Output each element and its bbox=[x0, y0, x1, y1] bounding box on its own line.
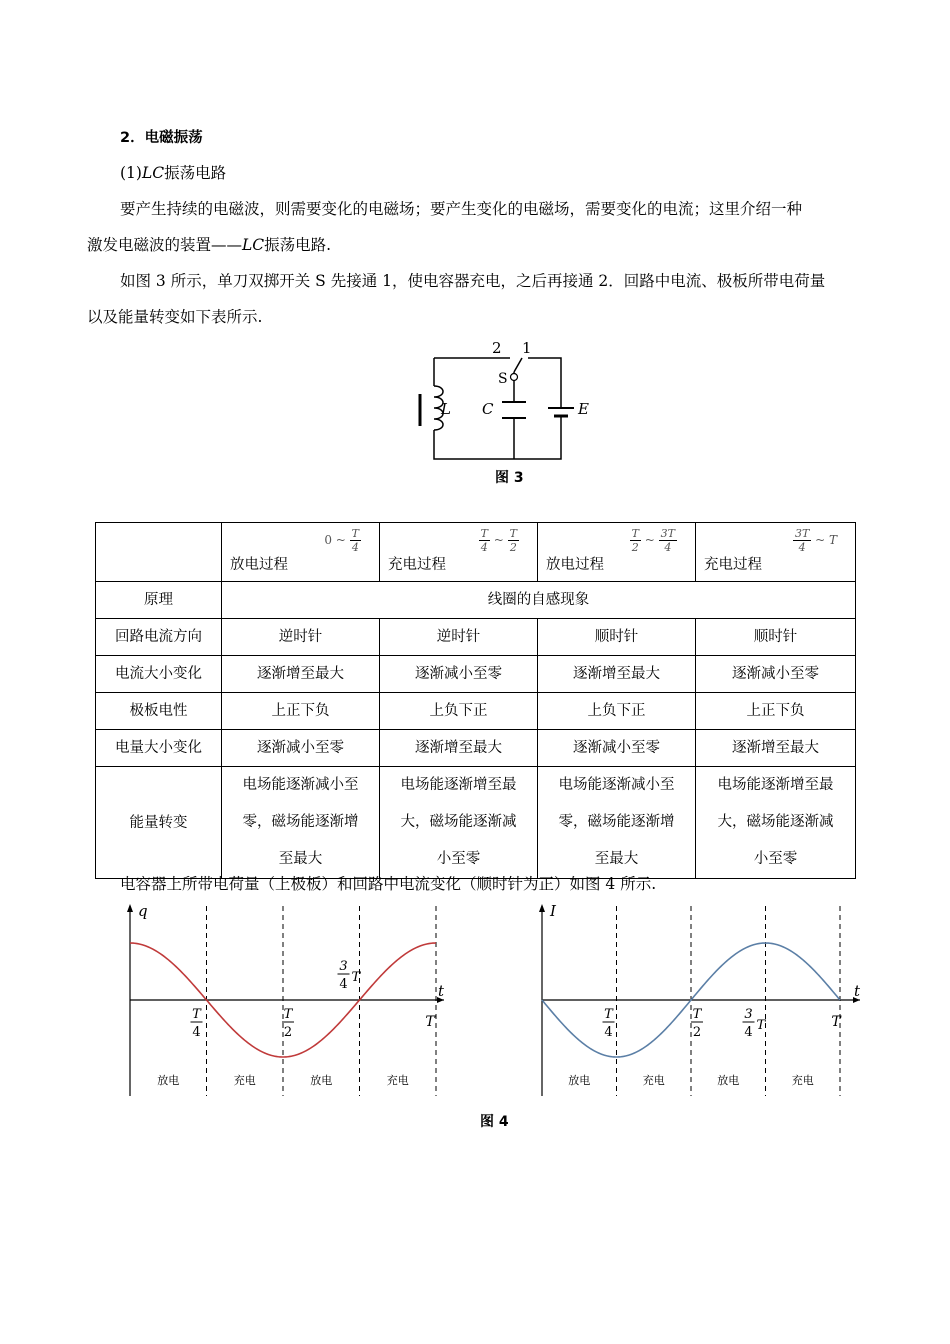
period-label: 放电过程 bbox=[546, 557, 604, 573]
subsection-title bbox=[120, 163, 226, 183]
table-row bbox=[96, 767, 856, 879]
subsection-lc: LC bbox=[141, 164, 165, 182]
para1-line2-pre: 激发电磁波的装置—— bbox=[87, 236, 243, 254]
subsection-text: 振荡电路 bbox=[164, 164, 227, 182]
tick-label-1-num: T bbox=[192, 1007, 201, 1022]
period-range: $\frac{T}{4}$ ~ $\frac{T}{2}$ bbox=[480, 527, 517, 554]
period-range: $\frac{T}{2}$ ~ $\frac{3T}{4}$ bbox=[631, 527, 675, 554]
para2-line1: 如图 3 所示，单刀双掷开关 S 先接通 1，使电容器充电，之后再接通 2．回路中电流、极板所带电荷量 bbox=[120, 272, 826, 290]
region-label-1: 放电 bbox=[157, 1074, 180, 1087]
cell-line: 零，磁场能逐渐增 bbox=[242, 814, 359, 830]
table-cell: 逐渐增至最大 bbox=[380, 730, 538, 767]
table-cell: 逐渐减小至零 bbox=[696, 656, 856, 693]
table-header-row bbox=[96, 523, 856, 582]
table-cell: 逐渐增至最大 bbox=[222, 656, 380, 693]
table-cell bbox=[380, 767, 538, 879]
table-cell: 逆时针 bbox=[222, 619, 380, 656]
table-cell bbox=[538, 767, 696, 879]
header-cell-period-2 bbox=[380, 523, 538, 582]
cell-line: 电场能逐渐增至最 bbox=[400, 777, 517, 793]
para2-line2: 以及能量转变如下表所示. bbox=[87, 308, 263, 326]
table-cell: 逐渐减小至零 bbox=[538, 730, 696, 767]
region-label-3: 放电 bbox=[717, 1074, 740, 1087]
header-cell-period-4 bbox=[696, 523, 856, 582]
period-label: 放电过程 bbox=[230, 557, 288, 573]
tick-label-3-t: T bbox=[351, 970, 361, 985]
table-cell: 逆时针 bbox=[380, 619, 538, 656]
label-1: 1 bbox=[522, 339, 532, 357]
current-chart bbox=[530, 898, 865, 1100]
para3: 电容器上所带电荷量（上极板）和回路中电流变化（顺时针为正）如图 4 所示. bbox=[120, 875, 657, 893]
oscillation-table bbox=[95, 522, 856, 879]
region-label-2: 充电 bbox=[642, 1074, 665, 1087]
period-label: 充电过程 bbox=[388, 557, 446, 573]
x-axis-label: t bbox=[854, 982, 861, 1000]
table-row bbox=[96, 730, 856, 767]
cell-line: 至最大 bbox=[594, 851, 639, 867]
switch-blade bbox=[514, 358, 522, 372]
tick-label-4: T bbox=[831, 1014, 841, 1030]
cell-line: 大，磁场能逐渐减 bbox=[400, 814, 517, 830]
row-label: 电量大小变化 bbox=[96, 730, 222, 767]
tick-label-1-den: 4 bbox=[604, 1025, 613, 1040]
tick-label-1-num: T bbox=[604, 1007, 613, 1022]
section-heading: 2．电磁振荡 bbox=[120, 130, 203, 146]
table-cell: 逐渐减小至零 bbox=[380, 656, 538, 693]
y-axis-arrow bbox=[127, 904, 133, 912]
row-label: 极板电性 bbox=[96, 693, 222, 730]
table-cell bbox=[696, 767, 856, 879]
table-row bbox=[96, 582, 856, 619]
y-axis-label: q bbox=[138, 902, 148, 920]
wire-bottom bbox=[434, 416, 561, 459]
table-cell: 上正下负 bbox=[222, 693, 380, 730]
lc-circuit-diagram bbox=[410, 336, 610, 464]
cell-line: 小至零 bbox=[436, 851, 481, 867]
cell-line: 电场能逐渐减小至 bbox=[242, 777, 359, 793]
charge-chart bbox=[118, 898, 448, 1100]
table-row bbox=[96, 619, 856, 656]
period-range: $\frac{3T}{4}$ ~ T bbox=[794, 527, 837, 554]
tick-label-1-den: 4 bbox=[192, 1025, 201, 1040]
figure4-caption: 图 4 bbox=[480, 1114, 509, 1130]
label-l: L bbox=[441, 400, 451, 418]
label-s: S bbox=[498, 371, 508, 387]
tick-label-3-den: 4 bbox=[744, 1025, 753, 1040]
wire-right bbox=[528, 358, 561, 408]
cell-line: 大，磁场能逐渐减 bbox=[717, 814, 834, 830]
cell-line: 零，磁场能逐渐增 bbox=[558, 814, 675, 830]
table-cell: 上负下正 bbox=[538, 693, 696, 730]
tick-label-2-den: 2 bbox=[283, 1025, 293, 1040]
label-2: 2 bbox=[492, 339, 502, 357]
tick-label-2-den: 2 bbox=[692, 1025, 702, 1040]
tick-label-4: T bbox=[425, 1014, 435, 1030]
y-axis-label: I bbox=[550, 902, 556, 920]
tick-label-3-num: 3 bbox=[744, 1007, 753, 1022]
cell-line: 电场能逐渐减小至 bbox=[558, 777, 675, 793]
region-label-1: 放电 bbox=[568, 1074, 591, 1087]
region-label-4: 充电 bbox=[791, 1074, 814, 1087]
label-e: E bbox=[578, 400, 589, 418]
region-label-3: 放电 bbox=[310, 1074, 333, 1087]
period-label: 充电过程 bbox=[704, 557, 762, 573]
table-cell: 顺时针 bbox=[538, 619, 696, 656]
header-cell-period-1 bbox=[222, 523, 380, 582]
x-axis-label: t bbox=[438, 982, 445, 1000]
para1-line2-post: 振荡电路. bbox=[264, 236, 332, 254]
tick-label-2-num: T bbox=[283, 1007, 293, 1022]
table-cell: 逐渐减小至零 bbox=[222, 730, 380, 767]
table-row bbox=[96, 693, 856, 730]
label-c: C bbox=[482, 400, 494, 418]
region-label-4: 充电 bbox=[386, 1074, 409, 1087]
row-label: 回路电流方向 bbox=[96, 619, 222, 656]
subsection-prefix: (1) bbox=[120, 164, 142, 182]
tick-label-3-den: 4 bbox=[339, 977, 348, 992]
period-range: 0 ~ $\frac{T}{4}$ bbox=[324, 527, 359, 554]
y-axis-arrow bbox=[539, 904, 545, 912]
para1-line1: 要产生持续的电磁波，则需要变化的电磁场；要产生变化的电磁场，需要变化的电流；这里介绍一种 bbox=[120, 200, 803, 218]
para1-line2 bbox=[87, 235, 331, 255]
cell-line: 至最大 bbox=[278, 851, 323, 867]
table-cell: 上负下正 bbox=[380, 693, 538, 730]
table-row bbox=[96, 656, 856, 693]
table-cell: 顺时针 bbox=[696, 619, 856, 656]
para1-line2-lc: LC bbox=[242, 236, 265, 254]
table-cell: 上正下负 bbox=[696, 693, 856, 730]
switch-pivot bbox=[511, 374, 518, 381]
table-cell: 逐渐增至最大 bbox=[696, 730, 856, 767]
table-cell: 逐渐增至最大 bbox=[538, 656, 696, 693]
header-cell-period-3 bbox=[538, 523, 696, 582]
table-corner-cell bbox=[96, 523, 222, 582]
tick-label-3-num: 3 bbox=[339, 959, 348, 974]
tick-label-2-num: T bbox=[692, 1007, 702, 1022]
row-label: 电流大小变化 bbox=[96, 656, 222, 693]
figure3-caption: 图 3 bbox=[495, 470, 524, 486]
span-cell: 线圈的自感现象 bbox=[222, 582, 856, 619]
cell-line: 电场能逐渐增至最 bbox=[717, 777, 834, 793]
row-label: 能量转变 bbox=[96, 767, 222, 879]
table-cell bbox=[222, 767, 380, 879]
row-label: 原理 bbox=[96, 582, 222, 619]
cell-line: 小至零 bbox=[753, 851, 798, 867]
tick-label-3-t: T bbox=[756, 1018, 766, 1033]
region-label-2: 充电 bbox=[233, 1074, 256, 1087]
